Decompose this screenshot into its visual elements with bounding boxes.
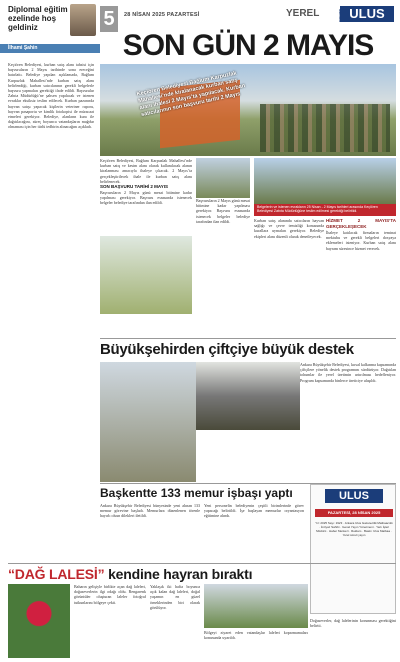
section-name: YEREL xyxy=(286,8,320,19)
masthead-date: PAZARTESİ, 28 NİSAN 2025 xyxy=(315,509,393,517)
story4-column-d: Doğaseverler, dağ lalelerinin korunması gerektiğini belirtti. xyxy=(310,618,396,629)
author-name: İlhami Şahin xyxy=(0,44,100,53)
story3-headline: Başkentte 133 memur işbaşı yaptı xyxy=(100,486,293,500)
lead-right-column-1: Kurban satış alanında satıcıların hayvan sağlığı ve çevre temizliği konusunda kurallara uymaları gerekiyor. Belediye ekipleri alanı düzenli olarak denetleyecek. xyxy=(254,218,324,239)
newspaper-logo xyxy=(340,6,394,22)
divider xyxy=(100,483,396,484)
lead-mid2-column: Başvuruların 2 Mayıs günü mesai bitimine kadar yapılması gerekiyor. Başvuru esnasında istenecek belgeler belediye tarafından ilan edildi. xyxy=(196,198,250,224)
lead-left-column: Keçiören Belediyesi, kurban satış alanı tahsisi için başvuruların 2 Mayıs tarihinde sona ereceğini hatırlattı. Belediye yapılan açıklamada, Bağlum Karpuzlak Mahallesi’nde kurban satış alanı belirlendiği, kurban satıcılarının gerekli belgelerle başvuru yapmaları gerektiği ifade edildi. Başvurular Zabıta Müdürlüğü’ne şahsen yapılacak ve istenen evraklar eksiksiz teslim edilecek. Kurban pazarında hayvan satışı yapacak kişilerin veteriner raporu, hayvan pasaportu ve kimlik fotokopisi ile müracaat etmeleri gerekiyor. Belediye, alanların kura ile dağıtılacağını, süreç boyunca vatandaşların mağdur olmaması için her türlü tedbirin alınacağını açıkladı. xyxy=(8,62,94,130)
author-photo xyxy=(70,4,96,36)
story2-headline: Büyükşehirden çiftçiye büyük destek xyxy=(100,341,354,358)
header-left xyxy=(0,0,100,44)
lead-mid-text: Keçiören Belediyesi, Bağlum Karpuzlak Mahallesi’nde kurban satış ve kesim alanı olarak kullanılacak alanın kiralanması amacıyla ihaleye çıkacak. 2 Mayıs’ta gerçekleştirilecek ihale ile kurban satış alanı belirlenecek. xyxy=(100,158,192,184)
lead-photo-caption: Keçiören Belediyesi Bağlum Karpuzlak Mahallesi’nde kiralanacak kurban satış alanı ihalesi 2 Mayıs’ta yapılacak. Kurban satıcılarının son başvuru tarihi 2 Mayıs xyxy=(136,70,246,119)
story4-headline-rest: kendine hayran bıraktı xyxy=(104,566,253,582)
slogan: Diplomal eğitim ezelinde hoş geldiniz xyxy=(8,5,68,32)
lead-photo xyxy=(100,64,396,156)
lead-right-text: İhaleye katılacak firmaların teminat mektubu ve gerekli belgeleri dosyaya eklemeleri isteniyor. Kurban satış alanı bayram süresince hizmet verecek. xyxy=(326,230,396,251)
lead-headline: SON GÜN 2 MAYIS xyxy=(122,29,374,62)
lead-right-column-2 xyxy=(326,218,396,338)
logo-city: ANKARA xyxy=(338,9,342,22)
story2-photo-2 xyxy=(196,362,300,430)
story4-column-b: Yaklaşık iki hafta boyunca açık kalan dağ laleleri, doğal yaşamın en güzel örneklerinden biri olarak görülüyor. xyxy=(150,584,200,610)
tulip-photo xyxy=(8,584,70,658)
story2-column: Ankara Büyükşehir Belediyesi, kırsal kalkınma kapsamında çiftçilere yönelik destek programını sürdürüyor. Dağıtılan tohumlar ile yerel üretimin artırılması hedefleniyor. Program kapsamında binlerce üreticiye ulaşıldı. xyxy=(300,362,396,383)
lead-mid-text-2: Başvuruların 2 Mayıs günü mesai bitimine kadar yapılması gerekiyor. Başvuru esnasında istenecek belgeler belediye tarafından ilan edildi. xyxy=(100,190,192,206)
photo-crowd xyxy=(260,104,390,152)
issue-date: 28 NİSAN 2025 PAZARTESİ xyxy=(124,12,200,18)
story2-photo-1 xyxy=(100,362,196,482)
masthead-info: Yıl: 2025 Sayı: 1923 · Ankara Ulus Gazetecilik Matbaacılık · İmtiyaz Sahibi · Genel Yayın Yönetmeni · Yazı İşleri Müdürü · Haber Merkezi · Reklam · Baskı: Ulus Matbaa · Yerel süreli yayın xyxy=(315,521,393,537)
page-number: 5 xyxy=(100,6,118,32)
masthead-logo: ULUS xyxy=(325,489,383,503)
story3-column-b: Yeni personelin belediyenin çeşitli birimlerinde görev yapacağı belirtildi. İşe başlayan memurlar oryantasyon eğitimine alındı. xyxy=(204,503,304,519)
story3-column-a: Ankara Büyükşehir Belediyesi bünyesinde yeni alınan 133 memur görevine başladı. Memurlara düzenlenen törenle hayırlı olsun dilekleri iletildi. xyxy=(100,503,200,519)
field-photo xyxy=(204,584,308,628)
lead-right-subhead: HİZMET 2 MAYIS’TA GERÇEKLEŞECEK xyxy=(326,218,396,229)
lead-red-caption: Belgelerin ve istenen evrakların 25 Nisan - 2 Mayıs tarihleri arasında Keçiören Belediyesi Zabıta Müdürlüğüne teslim edilmesi gerektiği belirtildi. xyxy=(254,204,396,216)
lead-mid-subhead: SON BAŞVURU TARİHİ 2 MAYIS xyxy=(100,184,169,190)
lead-photo-4 xyxy=(100,236,192,314)
story4-headline-quote: “DAĞ LALESİ” xyxy=(8,566,105,582)
story4-headline xyxy=(8,565,308,583)
lead-photo-2 xyxy=(196,158,250,198)
divider xyxy=(100,338,396,339)
story4-column-c: Bölgeyi ziyaret eden vatandaşlar laleleri koparmamaları konusunda uyarıldı. xyxy=(204,630,308,641)
divider xyxy=(8,563,396,564)
story4-column-a: Baharın gelişiyle birlikte açan dağ laleleri, doğaseverlerin ilgi odağı oldu. Rengarenk görüntüler oluşturan laleler fotoğraf tutkunlarını bölgeye çekti. xyxy=(74,584,146,605)
lead-photo-3 xyxy=(254,158,396,204)
masthead-box xyxy=(310,484,396,614)
logo-text: ULUS xyxy=(349,6,385,21)
